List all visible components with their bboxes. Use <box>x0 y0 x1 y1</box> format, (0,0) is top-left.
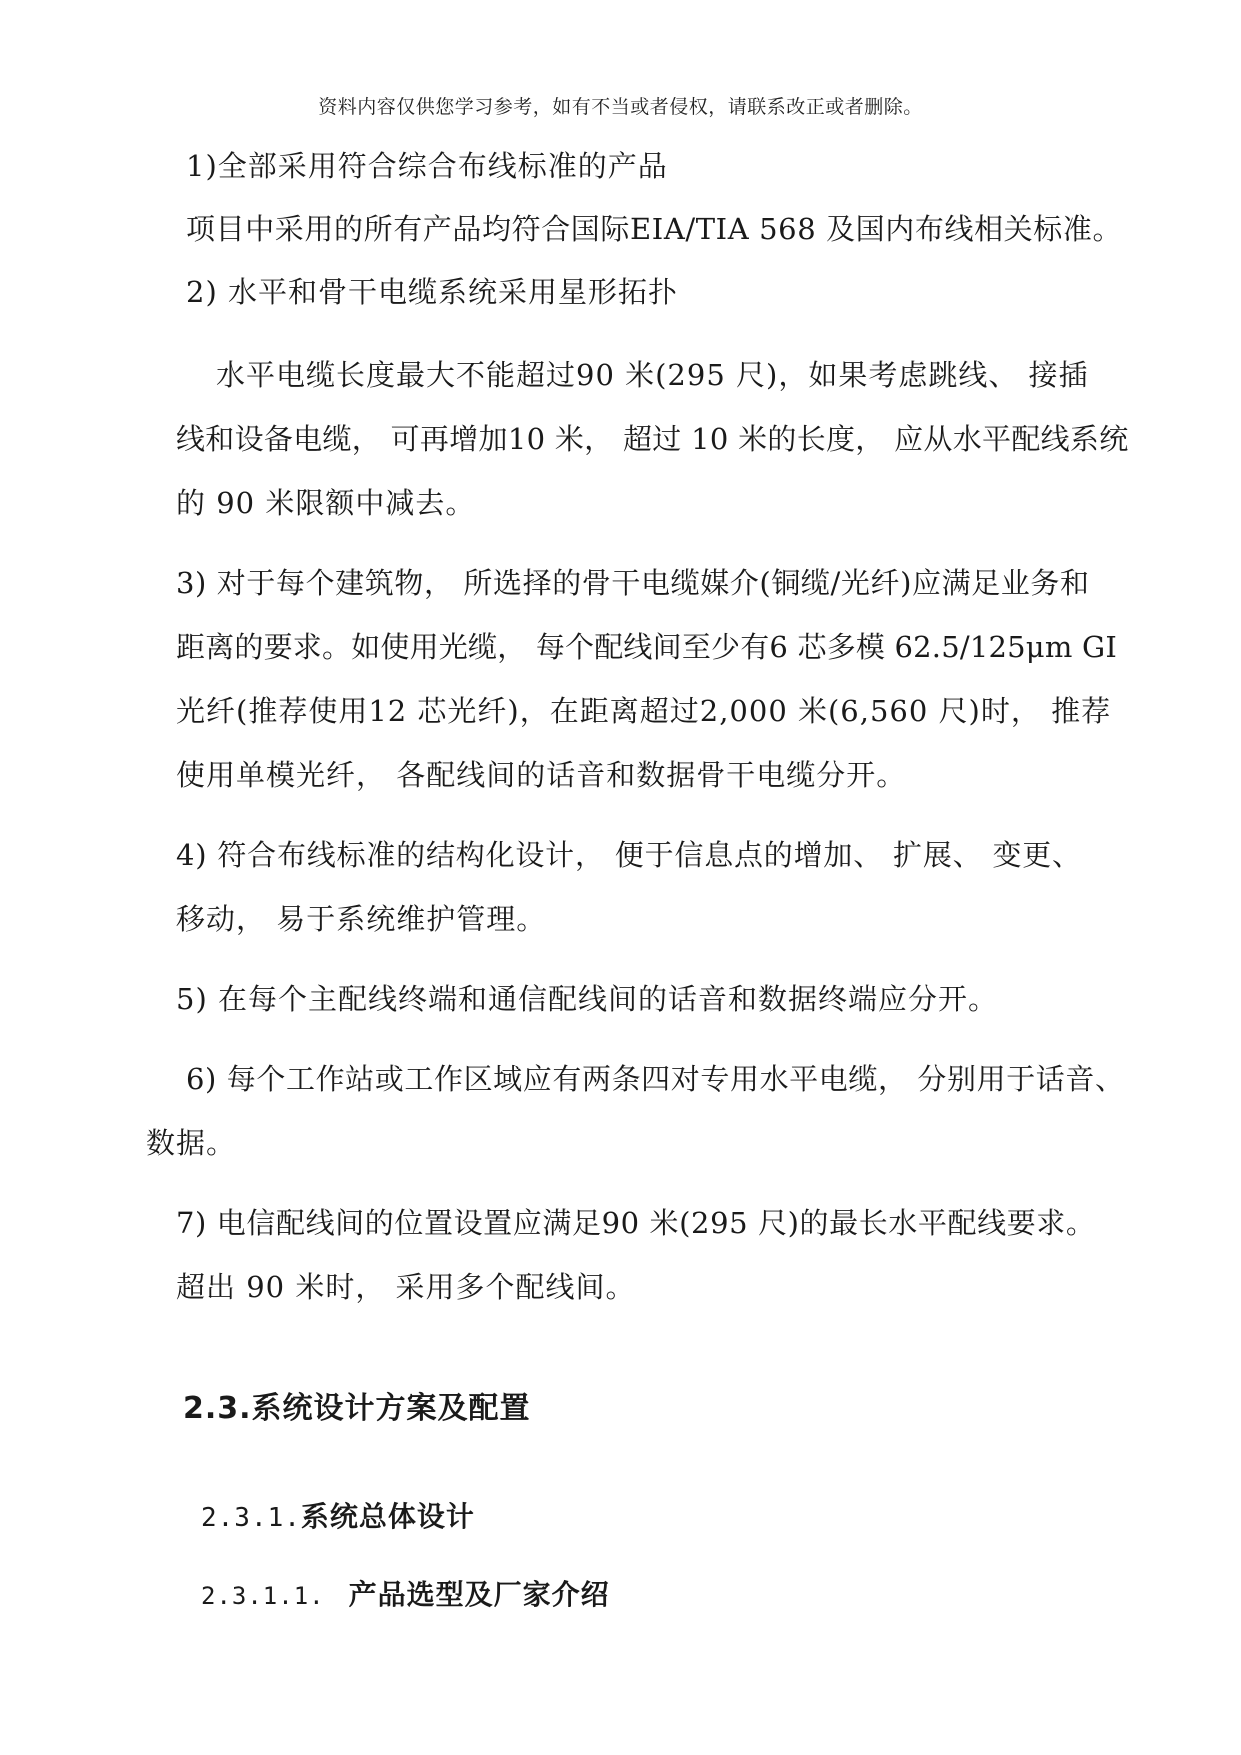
paragraph-line: 超出 90 米时， 采用多个配线间。 <box>176 1270 636 1304</box>
paragraph-line: 1)全部采用符合综合布线标准的产品 <box>186 149 668 183</box>
paragraph-line: 距离的要求。如使用光缆， 每个配线间至少有6 芯多模 62.5/125μm GI <box>176 630 1117 664</box>
heading-number: 2.3.1. <box>201 1503 301 1533</box>
paragraph-line: 2) 水平和骨干电缆系统采用星形拓扑 <box>186 275 678 309</box>
section-heading-2-3-1 <box>201 1497 475 1538</box>
paragraph-line: 7) 电信配线间的位置设置应满足90 米(295 尺)的最长水平配线要求。 <box>176 1206 1096 1240</box>
paragraph-line: 4) 符合布线标准的结构化设计， 便于信息点的增加、 扩展、 变更、 <box>176 838 1082 872</box>
page-header-disclaimer: 资料内容仅供您学习参考，如有不当或者侵权，请联系改正或者删除。 <box>318 96 923 118</box>
paragraph-line: 光纤(推荐使用12 芯光纤)，在距离超过2,000 米(6,560 尺)时， 推荐 <box>176 694 1112 728</box>
paragraph-line: 移动， 易于系统维护管理。 <box>176 902 547 936</box>
paragraph-line: 6) 每个工作站或工作区域应有两条四对专用水平电缆， 分别用于话音、 <box>186 1062 1125 1096</box>
heading-title: 系统总体设计 <box>300 1500 475 1533</box>
paragraph-line: 5) 在每个主配线终端和通信配线间的话音和数据终端应分开。 <box>176 982 998 1016</box>
section-heading-2-3-1-1 <box>201 1575 610 1616</box>
paragraph-line: 的 90 米限额中减去。 <box>176 486 476 520</box>
paragraph-line: 项目中采用的所有产品均符合国际EIA/TIA 568 及国内布线相关标准。 <box>186 212 1123 246</box>
heading-number: 2.3.1.1. <box>201 1582 325 1610</box>
section-heading-2-3: 2.3.系统设计方案及配置 <box>183 1391 531 1426</box>
heading-title: 产品选型及厂家介绍 <box>348 1578 610 1611</box>
paragraph-line: 水平电缆长度最大不能超过90 米(295 尺)，如果考虑跳线、 接插 <box>216 358 1089 392</box>
paragraph-line: 使用单模光纤， 各配线间的话音和数据骨干电缆分开。 <box>176 758 907 792</box>
paragraph-line: 数据。 <box>146 1126 237 1160</box>
paragraph-line: 线和设备电缆， 可再增加10 米， 超过 10 米的长度， 应从水平配线系统 <box>176 422 1129 456</box>
paragraph-line: 3) 对于每个建筑物， 所选择的骨干电缆媒介(铜缆/光纤)应满足业务和 <box>176 566 1090 600</box>
